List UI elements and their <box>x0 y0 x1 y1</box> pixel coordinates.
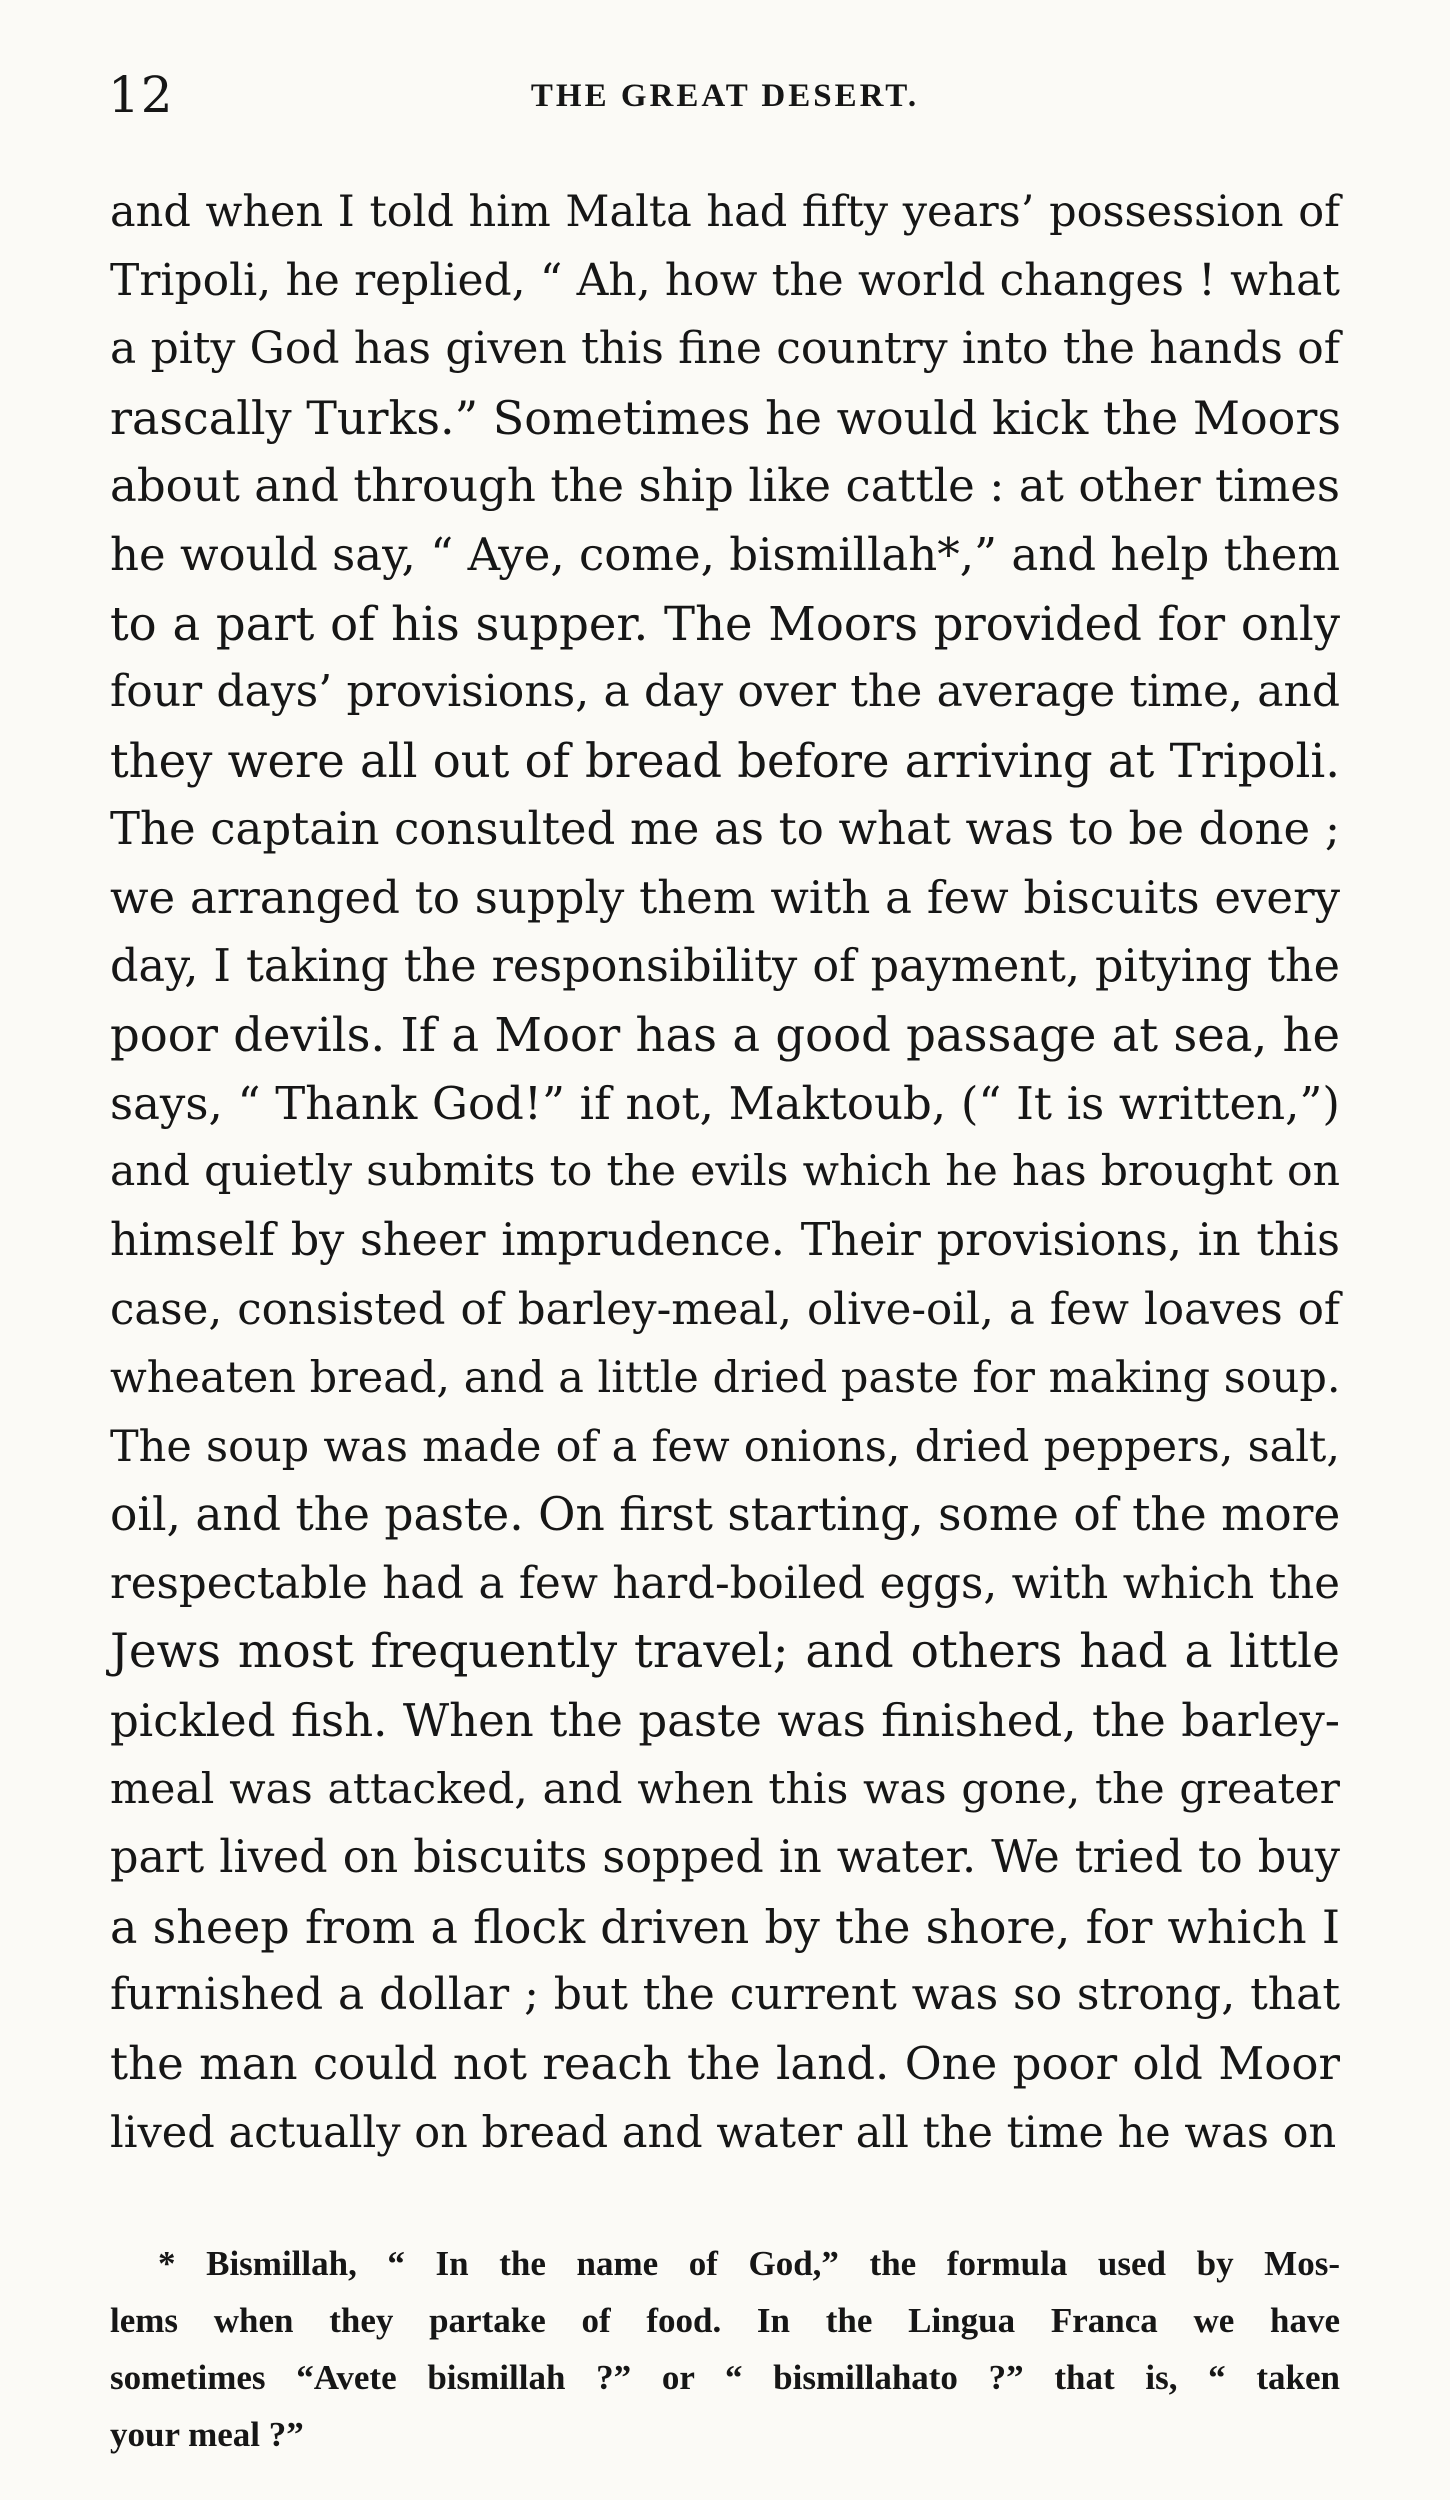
text-line: The soup was made of a few onions, dried peppers, salt, <box>110 1421 1340 1472</box>
text-line: part lived on biscuits sopped in water. We tried to buy <box>110 1832 1340 1884</box>
body-text <box>110 178 1340 2167</box>
footnote <box>110 2235 1340 2463</box>
text-line: himself by sheer imprudence. Their provisions, in this <box>110 1214 1340 1266</box>
text-line: four days’ provisions, a day over the average time, and <box>110 666 1340 718</box>
text-line: a pity God has given this fine country into the hands of <box>110 323 1340 375</box>
text-line: and quietly submits to the evils which he has brought on <box>110 1147 1340 1197</box>
text-line: he would say, “ Aye, come, bismillah*,” and help them <box>110 527 1340 581</box>
text-line: The captain consulted me as to what was to be done ; <box>110 802 1340 856</box>
text-line: the man could not reach the land. One poor old Moor <box>110 2037 1340 2091</box>
text-line: poor devils. If a Moor has a good passage at sea, he <box>110 1008 1340 1063</box>
text-line: we arranged to supply them with a few biscuits every <box>110 870 1340 924</box>
page-header <box>0 60 1450 140</box>
page-number: 12 <box>108 66 174 124</box>
text-line: day, I taking the responsibility of payment, pitying the <box>110 940 1340 992</box>
running-title: THE GREAT DESERT. <box>530 78 920 114</box>
footnote-line: your meal ?” <box>110 2415 304 2454</box>
footnote-line: sometimes “Avete bismillah ?” or “ bismillahato ?” that is, “ taken <box>110 2358 1340 2397</box>
text-line: Jews most frequently travel; and others had a little <box>110 1624 1340 1680</box>
text-line: pickled fish. When the paste was finished, the barley- <box>110 1694 1340 1748</box>
text-line: oil, and the paste. On first starting, some of the more <box>110 1488 1341 1542</box>
text-line: says, “ Thank God!” if not, Maktoub, (“ It is written,”) <box>110 1076 1340 1130</box>
footnote-line: lems when they partake of food. In the Lingua Franca we have <box>110 2301 1340 2340</box>
text-line: case, consisted of barley-meal, olive-oil, a few loaves of <box>110 1284 1340 1335</box>
text-line: about and through the ship like cattle : at other times <box>110 459 1340 513</box>
text-line: Tripoli, he replied, “ Ah, how the world changes ! what <box>110 254 1340 306</box>
text-line: respectable had a few hard-boiled eggs, with which the <box>110 1558 1340 1609</box>
footnote-line: * Bismillah, “ In the name of God,” the formula used by Mos- <box>158 2244 1340 2283</box>
text-line: meal was attacked, and when this was gone, the greater <box>110 1764 1340 1814</box>
text-line: a sheep from a flock driven by the shore, for which I <box>110 1899 1340 1954</box>
text-line: wheaten bread, and a little dried paste for making soup. <box>110 1353 1341 1404</box>
text-line: rascally Turks.” Sometimes he would kick the Moors <box>110 390 1341 445</box>
text-line: they were all out of bread before arriving at Tripoli. <box>110 733 1340 788</box>
text-line: to a part of his supper. The Moors provided for only <box>110 596 1340 651</box>
text-line: furnished a dollar ; but the current was so strong, that <box>110 1969 1340 2021</box>
text-line: lived actually on bread and water all the time he was on <box>110 2107 1337 2158</box>
text-line: and when I told him Malta had fifty years’ possession of <box>110 187 1340 237</box>
